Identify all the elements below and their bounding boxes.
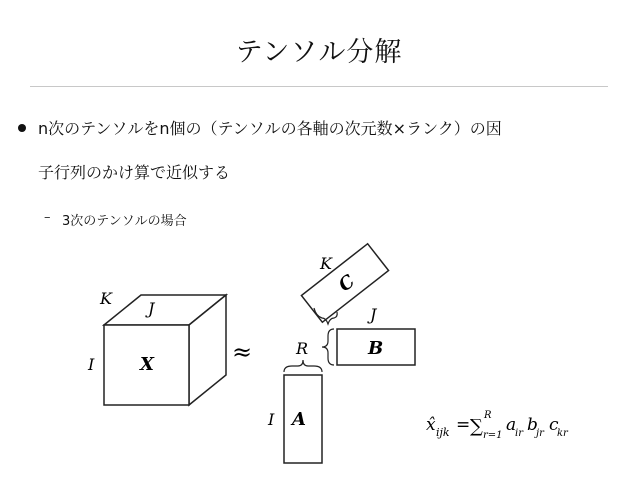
factor-a-dim-i-label: I bbox=[268, 410, 275, 429]
rank-r-label: R bbox=[296, 339, 309, 358]
formula-sum-sub: r=1 bbox=[483, 430, 503, 441]
rank-brace-a bbox=[284, 360, 322, 372]
factor-c-dim-k-label: K bbox=[320, 254, 332, 273]
formula-lhs-subscript: ijk bbox=[436, 426, 450, 439]
factor-b-dim-j-label: J bbox=[370, 305, 377, 324]
sub-bullet-dash: – bbox=[44, 210, 51, 225]
tensor-cube bbox=[104, 295, 226, 405]
factor-a-label: A bbox=[292, 409, 306, 430]
factor-c-label: C bbox=[334, 270, 359, 297]
formula-sum-sup: R bbox=[484, 410, 492, 421]
bullet-text-line1: n次のテンソルをn個の（テンソルの各軸の次元数×ランク）の因 bbox=[38, 119, 502, 138]
formula-c-sub: kr bbox=[557, 428, 568, 439]
dim-i-label: I bbox=[88, 355, 95, 374]
formula-sum-symbol: ∑ bbox=[470, 416, 483, 437]
formula-b: b bbox=[527, 415, 538, 435]
formula-a-sub: ir bbox=[515, 428, 523, 439]
formula-a: a bbox=[506, 415, 517, 435]
rank-brace-b bbox=[322, 329, 334, 365]
approx-symbol: ≈ bbox=[232, 338, 253, 366]
slide-title: テンソル分解 bbox=[235, 37, 403, 68]
tensor-label: X bbox=[140, 354, 154, 375]
factor-b-label: B bbox=[368, 338, 384, 359]
formula-equals: = bbox=[456, 415, 471, 435]
formula-c: c bbox=[549, 415, 559, 435]
sub-bullet-text: 3次のテンソルの場合 bbox=[62, 214, 187, 229]
dim-k-label: K bbox=[100, 289, 112, 308]
cp-formula bbox=[426, 410, 569, 441]
formula-b-sub: jr bbox=[536, 428, 544, 439]
bullet-text-line2: 子行列のかけ算で近似する bbox=[38, 163, 231, 182]
dim-j-label: J bbox=[148, 299, 155, 318]
formula-lhs: x̂ bbox=[426, 415, 436, 435]
